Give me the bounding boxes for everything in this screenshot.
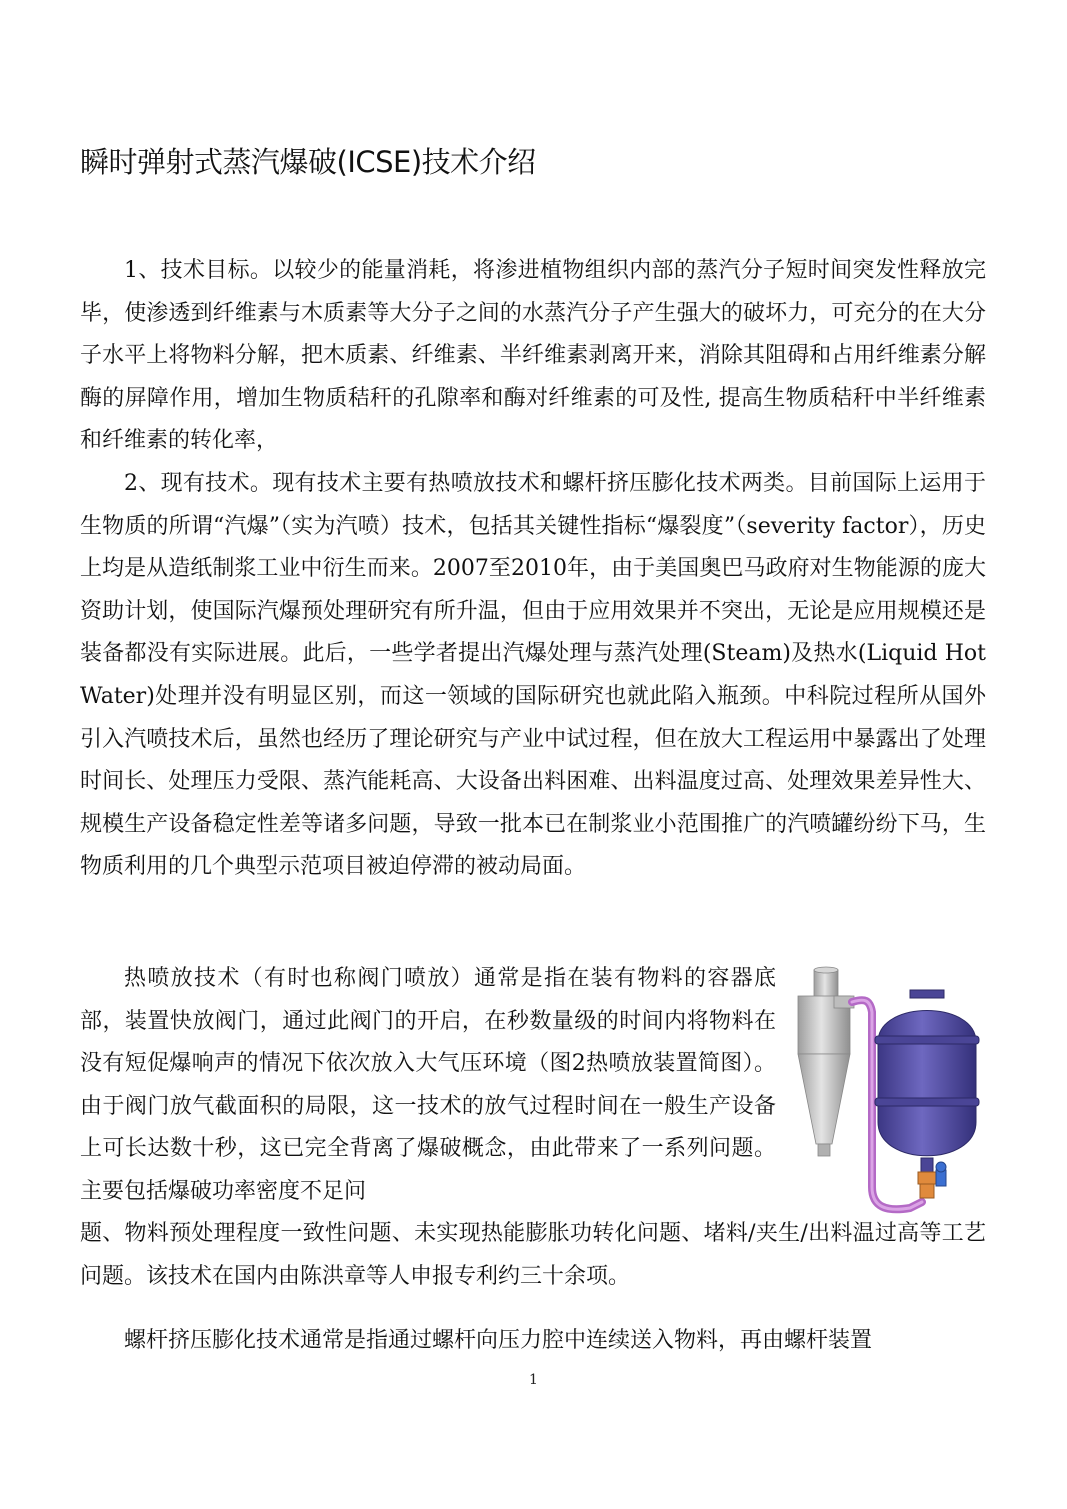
paragraph-hot-spray-part2: 题、物料预处理程度一致性问题、未实现热能膨胀功转化问题、堵料/夹生/出料温过高等工艺问题。该技术在国内由陈洪章等人申报专利约三十余项。 bbox=[80, 1221, 986, 1289]
paragraph-screw-extrusion: 螺杆挤压膨化技术通常是指通过螺杆向压力腔中连续送入物料，再由螺杆装置 bbox=[124, 1328, 873, 1353]
document-title: 瞬时弹射式蒸汽爆破(ICSE)技术介绍 bbox=[80, 145, 536, 179]
paragraph-hot-spray-part1: 热喷放技术（有时也称阀门喷放）通常是指在装有物料的容器底部，装置快放阀门，通过此阀门的开启，在秒数量级的时间内将物料在没有短促爆响声的情况下依次放入大气压环境（图2热喷放装置简图）。由于阀门放气截面积的局限，这一技术的放气过程时间在一般生产设备上可长达数十秒，这已完全背离了爆破概念，由此带来了一系列问题。主要包括爆破功率密度不足问 bbox=[80, 966, 776, 1204]
paragraph-technical-goal: 1、技术目标。以较少的能量消耗，将渗进植物组织内部的蒸汽分子短时间突发性释放完毕，使渗透到纤维素与木质素等大分子之间的水蒸汽分子产生强大的破坏力，可充分的在大分子水平上将物料分解，把木质素、纤维素、半纤维素剥离开来，消除其阻碍和占用纤维素分解酶的屏障作用，增加生物质秸秆的孔隙率和酶对纤维素的可及性, 提高生物质秸秆中半纤维素和纤维素的转化率， bbox=[80, 258, 986, 454]
page-number: 1 bbox=[529, 1372, 538, 1388]
hot-spray-device-figure bbox=[790, 962, 990, 1227]
paragraph-existing-technology: 2、现有技术。现有技术主要有热喷放技术和螺杆挤压膨化技术两类。目前国际上运用于生物质的所谓“汽爆”（实为汽喷）技术，包括其关键性指标“爆裂度”（severity factor），历史上均是从造纸制浆工业中衍生而来。2007至2010年，由于美国奥巴马政府对生物能源的庞大资助计划，使国际汽爆预处理研究有所升温，但由于应用效果并不突出，无论是应用规模还是装备都没有实际进展。此后，一些学者提出汽爆处理与蒸汽处理(Steam)及热水(Liquid Hot Water)处理并没有明显区别，而这一领域的国际研究也就此陷入瓶颈。中科院过程所从国外引入汽喷技术后，虽然也经历了理论研究与产业中试过程，但在放大工程运用中暴露出了处理时间长、处理压力受限、蒸汽能耗高、大设备出料困难、出料温度过高、处理效果差异性大、规模生产设备稳定性差等诸多问题，导致一批本已在制浆业小范围推广的汽喷罐纷纷下马，生物质利用的几个典型示范项目被迫停滞的被动局面。 bbox=[80, 471, 986, 880]
steam-explosion-vessel-illustration bbox=[790, 962, 990, 1227]
